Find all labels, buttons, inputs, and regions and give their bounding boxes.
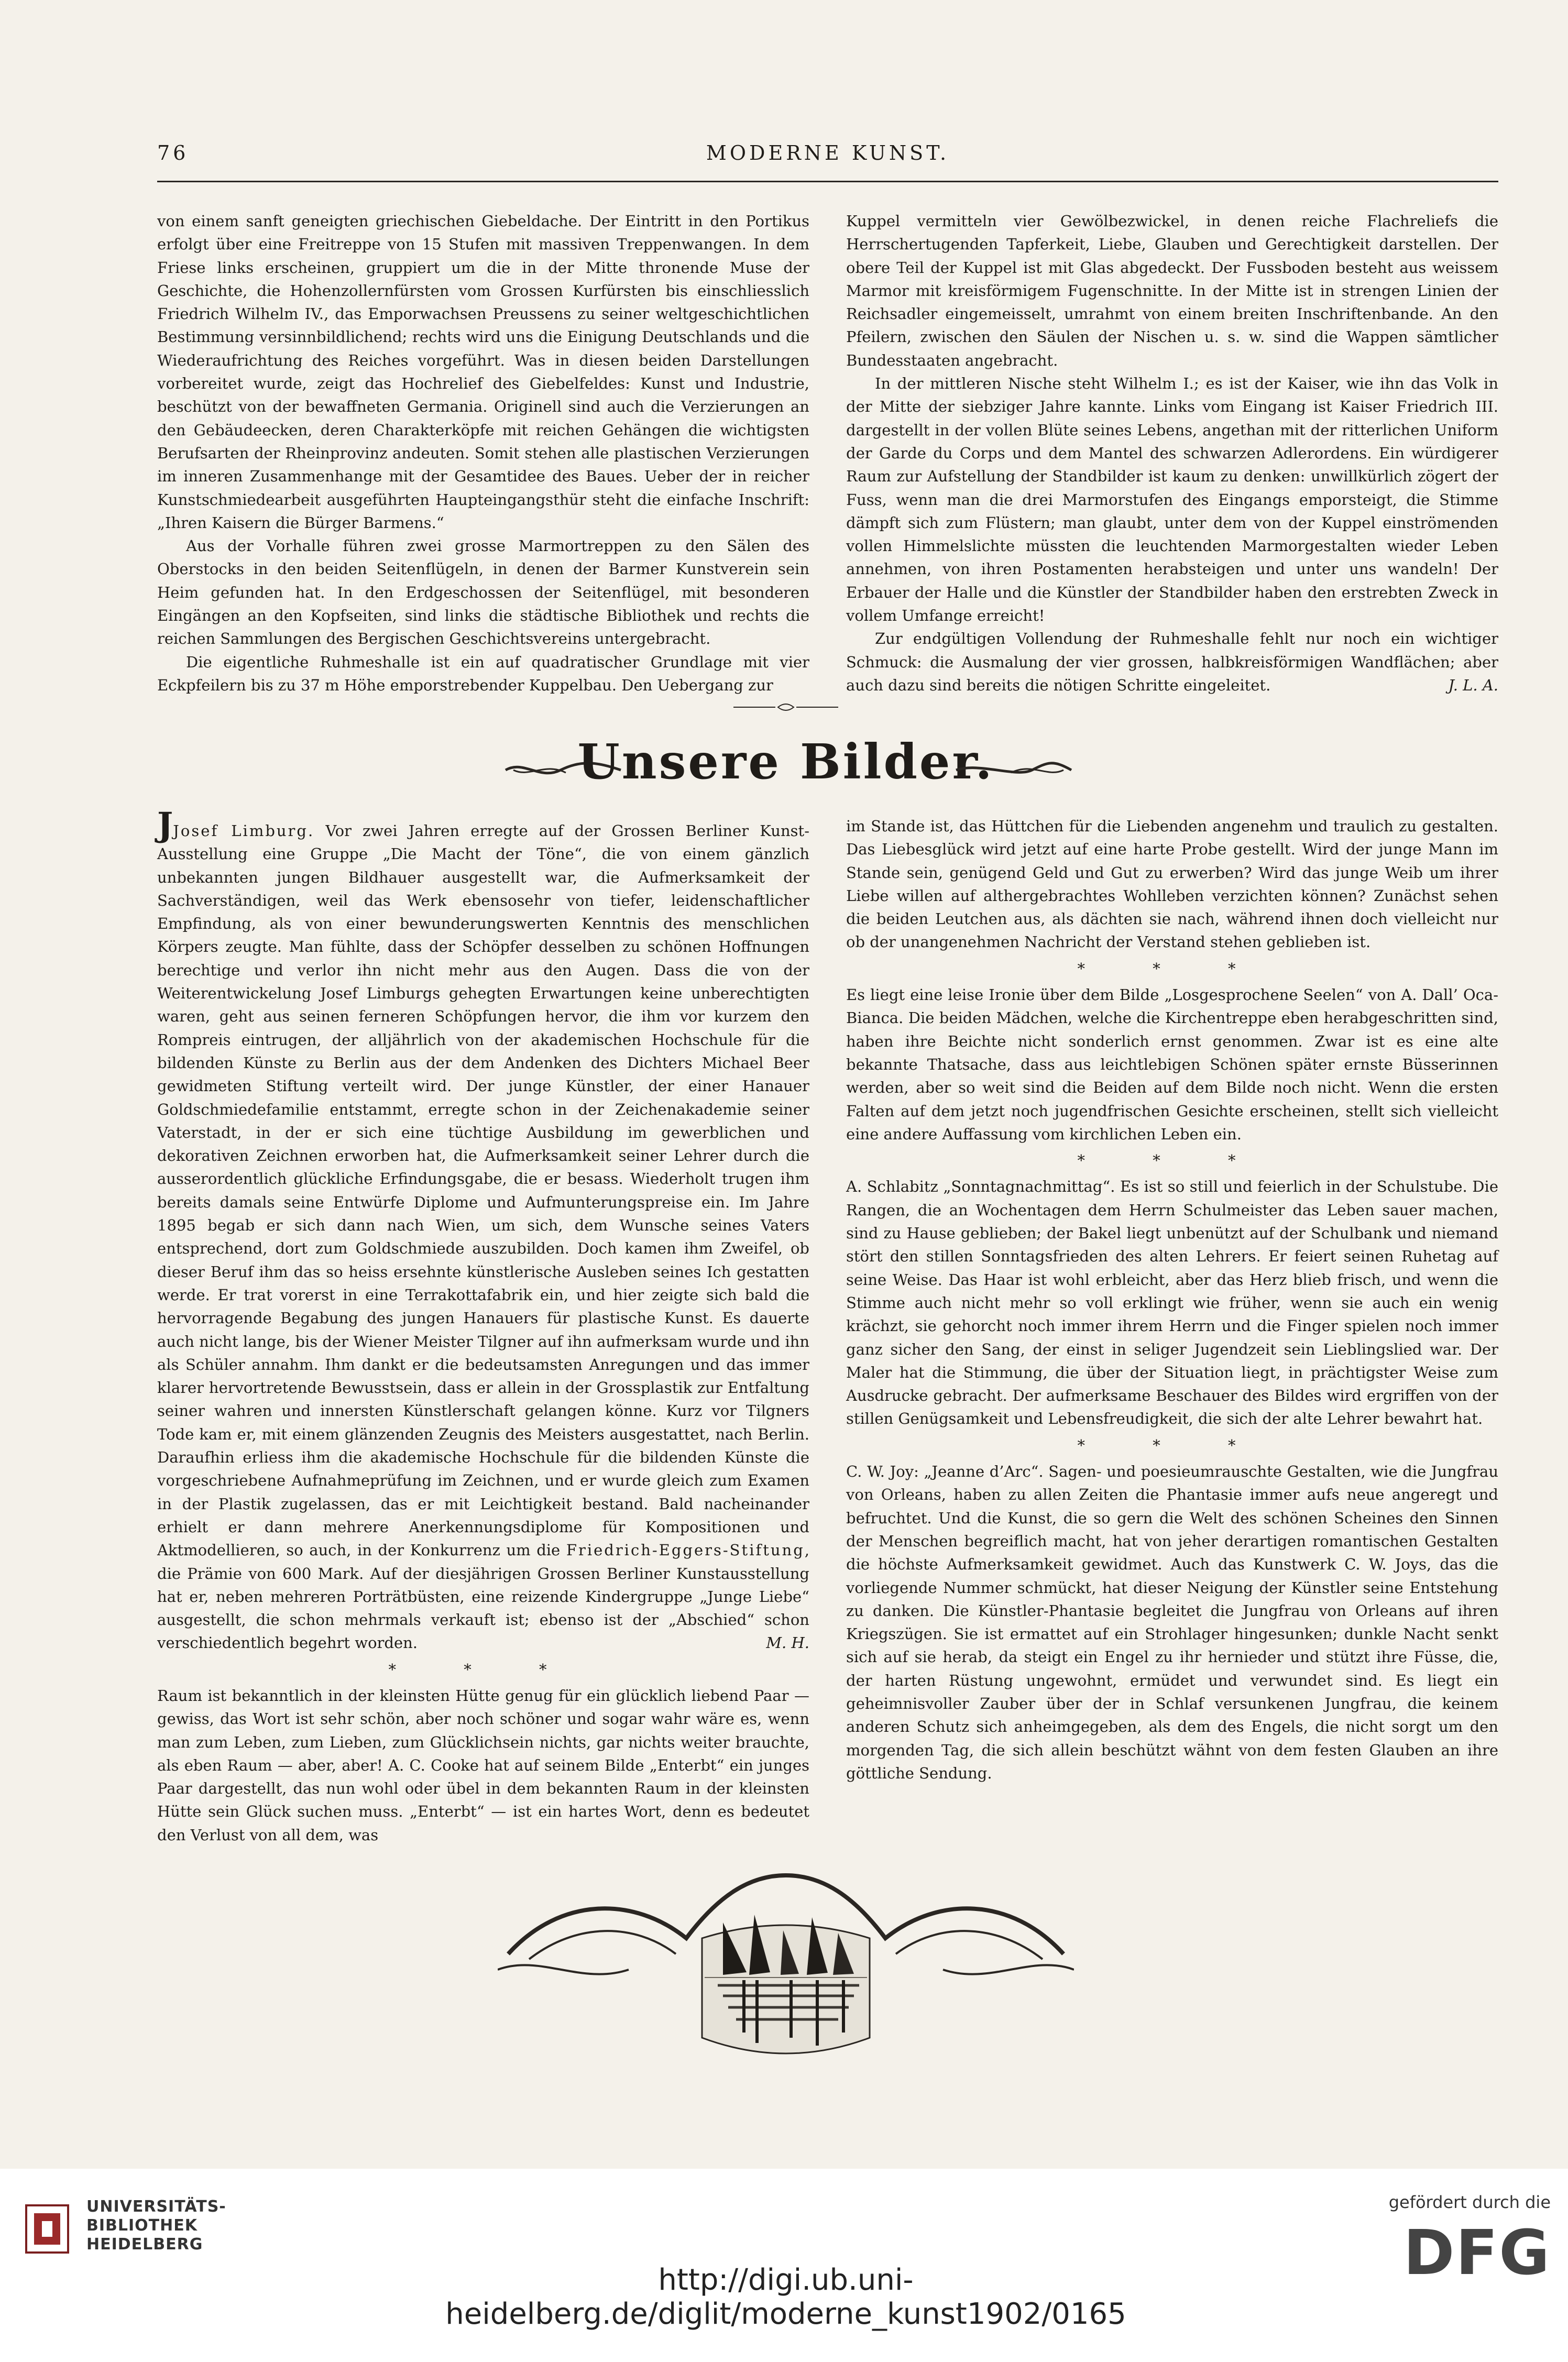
separator-stars: * * * [388, 1660, 578, 1678]
page-number: 76 [157, 141, 189, 164]
source-url[interactable]: http://digi.ub.uni-heidelberg.de/diglit/moderne_kunst1902/0165 [445, 2263, 1126, 2331]
flourish-right-ornament [953, 757, 1074, 783]
library-line: HEIDELBERG [86, 2235, 203, 2254]
foundation-name: Friedrich-Eggers-Stiftung [566, 1541, 805, 1559]
schlabitz-paragraph: A. Schlabitz „Sonntagnachmittag“. Es ist so still und feierlich in der Schulstube. Die Rangen, die an Wochentagen dem Herrn Schulmeister das Leben sauer machen, sind zu Hause geblieben; der Bakel liegt unbenützt auf der Schulbank und niemand stört den stillen Sonntagsfrieden des alten Lehrers. Er feiert seinen Ruhetag auf seine Weise. Das Haar ist wohl erbleicht, aber das Herz blieb frisch, und wenn die Stimme auch nicht mehr so voll erklingt wie früher, wenn sie auch ein wenig krächzt, sie gehorcht noch immer ihrem Herrn und die Finger spielen noch immer ganz sicher den Sang, der einst in seliger Jugendzeit sein Lieblingslied war. Der Maler hat die Stimmung, die über der Situation liegt, in prächtigster Weise zum Ausdrucke gebracht. Der aufmerksame Beschauer des Bildes wird ergriffen von der stillen Genügsamkeit und Lebensfreudigkeit, die sich der alte Lehrer bewahrt hat. [846, 1178, 1498, 1428]
funding-note: gefördert durch die [1388, 2192, 1551, 2212]
university-seal-icon [24, 2203, 71, 2255]
separator-stars: * * * [1077, 1151, 1267, 1170]
dall-oca-paragraph: Es liegt eine leise Ironie über dem Bilde „Losgesprochene Seelen“ von A. Dall’ Oca-Bianca. Die beiden Mädchen, welche die Kirchentreppe eben herabgeschritten sind, haben ihre Beichte nicht sonderlich ernst genommen. Zwar ist es eine alte bekannte Thatsache, dass aus leichtlebigen Schönen später ernste Büsserinnen werden, aber so weit sind die Beiden auf dem Bilde noch nicht. Wenn die ersten Falten auf dem jetzt noch jugendfrischen Gesichte erscheinen, stellt sich vielleicht eine andere Auffassung vom kirchlichen Leben ein. [846, 986, 1498, 1143]
limburg-paragraph [157, 805, 809, 1655]
author-signature: M. H. [766, 1634, 809, 1652]
drop-cap-j: J [157, 805, 173, 844]
journal-title: MODERNE KUNST. [706, 141, 950, 164]
author-signature: J. L. A. [1448, 676, 1498, 694]
sailboats-vignette [498, 1865, 1074, 2069]
article-column-left [157, 210, 809, 697]
joy-paragraph: C. W. Joy: „Jeanne d’Arc“. Sagen- und poesieumrauschte Gestalten, wie die Jungfrau von Orleans, haben zu allen Zeiten die Phantasie immer aufs neue angeregt und befruchtet. Und die Kunst, die so gern die Welt des schönen Scheines den Sinnen der Menschen begreiflich macht, hat von jeher derartigen romantischen Gestalten die höchste Aufmerksamkeit gewidmet. Auch das Kunstwerk C. W. Joys, das die vorliegende Nummer schmückt, hat dieser Neigung der Künstler seine Entstehung zu danken. Die Künstler-Phantasie begleitet die Jungfrau von Orleans auf ihren Kriegszügen. Sie ist ermattet auf ein Strohlager hingesunken; dunkle Nacht senkt sich auf sie herab, da steigt ein Engel zu ihr hernieder und stützt ihre Füsse, die, der harten Rüstung ungewohnt, ermüdet und verwundet sind. Es liegt ein geheimnisvoller Zauber über der in Schlaf versunkenen Jungfrau, die keinem anderen Schutz sich anheimgegeben, als dem des Engels, die nicht sorgt um den morgenden Tag, die sich allein beschützt wähnt von dem festen Glauben an ihre göttliche Sendung. [846, 1463, 1498, 1782]
cooke-continued: im Stande ist, das Hüttchen für die Liebenden angenehm und traulich zu gestalten. Das Liebesglück wird jetzt auf eine harte Probe gestellt. Wird der junge Mann im Stande sein, genügend Geld und Gut zu erwerben? Wird das junge Weib um ihrer Liebe willen auf althergebrachtes Wohlleben verzichten können? Zunächst sehen die beiden Leutchen aus, als dächten sie nach, während ihnen doch vielleicht nur ob der unangenehmen Nachricht der Verstand stehen geblieben ist. [846, 817, 1498, 951]
section-title: Unsere Bilder. [577, 733, 994, 790]
library-name [86, 2198, 244, 2254]
article-paragraph: Kuppel vermitteln vier Gewölbezwickel, in denen reiche Flachreliefs die Herrschertugenden Tapferkeit, Liebe, Glauben und Gerechtigkeit darstellen. Der obere Teil der Kuppel ist mit Glas abgedeckt. Der Fussboden besteht aus weissem Marmor mit kreisförmigem Fugenschnitte. In der Mitte ist in strengen Linien der Reichsadler eingemeisselt, umrahmt von einem breiten Inschriftenbande. An den Pfeilern, zwischen den Säulen der Nischen u. s. w. sind die Wappen sämtlicher Bundesstaaten angebracht. [846, 212, 1498, 369]
pictures-column-left [157, 805, 809, 1847]
separator-stars: * * * [1077, 1436, 1267, 1454]
running-head [157, 141, 1498, 173]
article-paragraph: Aus der Vorhalle führen zwei grosse Marmortreppen zu den Sälen des Oberstocks in den beiden Seitenflügeln, in denen der Barmer Kunstverein sein Heim gefunden hat. In den Erdgeschossen der Seitenflügel, mit besonderen Eingängen an den Kopfseiten, sind links die städtische Bibliothek und rechts die reichen Sammlungen des Bergischen Geschichtsvereins untergebracht. [157, 537, 809, 648]
limburg-text: Vor zwei Jahren erregte auf der Grossen Berliner Kunst-Ausstellung eine Gruppe „Die Macht der Töne“, die von einem gänzlich unbekannten jungen Bildhauer ausgestellt war, die Aufmerksamkeit der Sachverständigen, weil das Werk ebensosehr von tiefer, leidenschaftlicher Empfindung, als von einer bewunderungswerten Kenntnis des menschlichen Körpers zeugte. Man fühlte, dass der Schöpfer desselben zu schönen Hoffnungen berechtige und verlor ihn nicht mehr aus den Augen. Dass die von der Weiterentwickelung Josef Limburgs gehegten Erwartungen keine unberechtigten waren, geht aus seinen ferneren Schöpfungen hervor, die ihm vor kurzem den Rompreis eintrugen, der alljährlich von der akademischen Hochschule für die bildenden Künste zu Berlin aus der dem Andenken des Dichters Michael Beer gewidmeten Stiftung verteilt wird. Der junge Künstler, der einer Hanauer Goldschmiedefamilie entstammt, erregte schon in der Zeichenakademie seiner Vaterstadt, in der er sich eine tüchtige Ausbildung im gewerblichen und dekorativen Zeichnen erworben hat, die Aufmerksamkeit seiner Lehrer durch die ausserordentlich glückliche Erfindungsgabe, die er besass. Wiederholt trugen ihm bereits damals seine Entwürfe Diplome und Aufmunterungspreise ein. Im Jahre 1895 begab er sich dann nach Wien, um sich, dem Wunsche seines Vaters entsprechend, dort zum Goldschmiede auszubilden. Doch kamen ihm Zweifel, ob dieser Beruf ihm das so heiss ersehnte künstlerische Ausleben seines Ich gestatten werde. Er trat vorerst in eine Terrakottafabrik ein, und hier zeigte sich bald die hervorragende Begabung des jungen Hanauers für plastische Kunst. Es dauerte auch nicht lange, bis der Wiener Meister Tilgner auf ihn aufmerksam wurde und ihn als Schüler annahm. Ihm dankt er die bedeutsamsten Anregungen und das immer klarer hervortretende Bewusstsein, dass er allein in der Grossplastik zur Entfaltung seiner wahren und innersten Künstlerschaft gelangen könne. Kurz vor Tilgners Tode kam er, mit einem glänzenden Zeugnis des Meisters ausgestattet, nach Berlin. Daraufhin erliess ihm die akademische Hochschule für die bildenden Künste die vorgeschriebene Aufnahmeprüfung im Zeichnen, und er wurde gleich zum Examen in der Plastik zugelassen, das er mit Leichtigkeit bestand. Bald nacheinander erhielt er dann mehrere Anerkennungsdiplome für Kompositionen und Aktmodellieren, so auch, in der Konkurrenz um die [157, 822, 809, 1559]
article-paragraph: In der mittleren Nische steht Wilhelm I.; es ist der Kaiser, wie ihn das Volk in der Mitte der siebziger Jahre kannte. Links vom Eingang ist Kaiser Friedrich III. dargestellt in der vollen Blüte seines Lebens, angethan mit der ritterlichen Uniform der Garde du Corps und dem Mantel des schwarzen Adlerordens. Ein würdigerer Raum zur Aufstellung der Standbilder ist kaum zu denken: unwillkürlich zögert der Fuss, wenn man die drei Marmorstufen des Eingangs emporsteigt, die Stimme dämpft sich zum Flüstern; man glaubt, unter dem von der Kuppel einströmenden vollen Himmelslichte müssten die leuchtenden Marmorgestalten wieder Leben annehmen, von ihren Postamenten herabsteigen und unter uns wandeln! Der Erbauer der Halle und die Künstler der Standbilder haben den erstrebten Zweck in vollem Umfange erreicht! [846, 375, 1498, 625]
article-paragraph [846, 627, 1498, 697]
separator-stars: * * * [1077, 959, 1267, 977]
ornament-divider [728, 699, 843, 715]
header-rule [157, 181, 1498, 182]
article-paragraph-text: Zur endgültigen Vollendung der Ruhmeshalle fehlt nur noch ein wichtiger Schmuck: die Ausmalung der vier grossen, halbkreisförmigen Wandflächen; aber auch dazu sind bereits die nötigen Schritte eingeleitet. [846, 630, 1498, 694]
article-paragraph: von einem sanft geneigten griechischen Giebeldache. Der Eintritt in den Portikus erfolgt über eine Freitreppe von 15 Stufen mit massiven Treppenwangen. In dem Friese links erscheinen, gruppiert um die in der Mitte thronende Muse der Geschichte, die Hohenzollernfürsten vom Grossen Kurfürsten bis einschliesslich Friedrich Wilhelm IV., das Emporwachsen Preussens zu seiner weltgeschichtlichen Bestimmung versinnbildlichend; rechts wird uns die Einigung Deutschlands und die Wiederaufrichtung des Reiches vorgeführt. Was in diesen beiden Darstellungen vorbereitet wurde, zeigt das Hochrelief des Giebelfeldes: Kunst und Industrie, beschützt von der bewaffneten Germania. Originell sind auch die Verzierungen an den Gebäudeecken, deren Charakterköpfe mit reichen Gehängen die wichtigsten Berufsarten der Rheinprovinz andeuten. Somit stehen alle plastischen Verzierungen im inneren Zusammenhange mit der Gesamtidee des Baues. Ueber der in reicher Kunstschmiedearbeit ausgeführten Haupteingangsthür steht die einfache Inschrift: „Ihren Kaisern die Bürger Barmens.“ [157, 212, 809, 532]
library-line: BIBLIOTHEK [86, 2216, 198, 2235]
pictures-column-right [846, 815, 1498, 1785]
article-column-right [846, 210, 1498, 697]
limburg-text-2: , die Prämie von 600 Mark. Auf der diesjährigen Grossen Berliner Kunstausstellung hat er, neben mehreren Porträtbüsten, eine reizende Kindergruppe „Junge Liebe“ ausgestellt, die schon mehrmals verkauft ist; ebenso ist der „Abschied“ schon verschiedentlich begehrt worden. [157, 1541, 809, 1652]
article-paragraph: Die eigentliche Ruhmeshalle ist ein auf quadratischer Grundlage mit vier Eckpfeilern bis zu 37 m Höhe emporstrebender Kuppelbau. Den Uebergang zur [157, 653, 809, 694]
library-line: UNIVERSITÄTS- [86, 2198, 226, 2216]
artist-name: Josef Limburg. [173, 822, 315, 840]
cooke-paragraph: Raum ist bekanntlich in der kleinsten Hütte genug für ein glücklich liebend Paar — gewiss, das Wort ist sehr schön, aber noch schöner und sogar wahr wäre es, wenn man zum Leben, zum Lieben, zum Glücklichsein nichts, gar nichts weiter brauchte, als eben Raum — aber, aber! A. C. Cooke hat auf seinem Bilde „Enterbt“ ein junges Paar dargestellt, das nun wohl oder übel in dem bekannten Raum in der kleinsten Hütte sein Glück suchen muss. „Enterbt“ — ist ein hartes Wort, denn es bedeutet den Verlust von all dem, was [157, 1686, 809, 1844]
dfg-logo: DFG [1403, 2216, 1551, 2289]
